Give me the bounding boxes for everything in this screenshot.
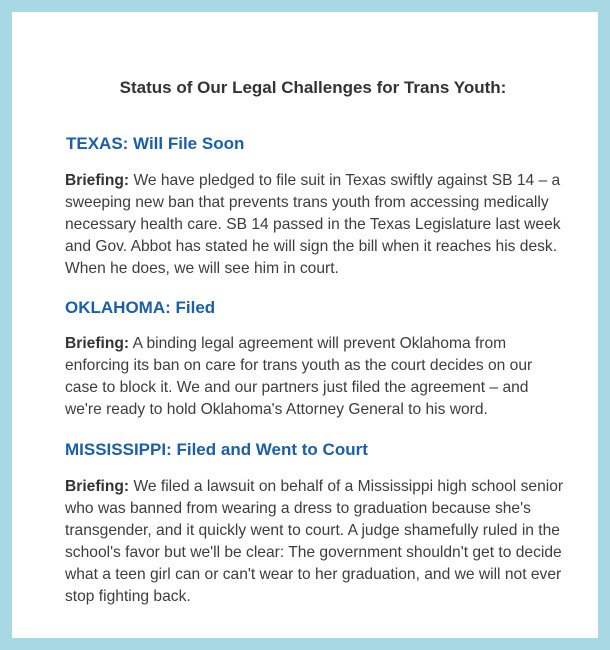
briefing-label: Briefing: xyxy=(65,478,130,495)
card-content xyxy=(65,78,565,605)
section-heading-texas: TEXAS: Will File Soon xyxy=(66,134,245,153)
briefing-paragraph-texas xyxy=(65,170,565,280)
briefing-label: Briefing: xyxy=(65,172,130,189)
page-title: Status of Our Legal Challenges for Trans Youth: xyxy=(119,78,507,97)
briefing-label: Briefing: xyxy=(65,335,130,352)
briefing-paragraph-mississippi xyxy=(65,476,565,608)
briefing-text: We filed a lawsuit on behalf of a Mississippi high school senior who was banned from wearing a dress to graduation because she's transgender, and it quickly went to court. A judge shamefully ruled in the school's favor but we'll be clear: The government shouldn't get to decide what a teen girl can or can't wear to her graduation, and we will not ever stop fighting back. xyxy=(65,478,564,605)
section-heading-mississippi: MISSISSIPPI: Filed and Went to Court xyxy=(65,440,368,459)
briefing-text: We have pledged to file suit in Texas swiftly against SB 14 – a sweeping new ban that prevents trans youth from accessing medically necessary health care. SB 14 passed in the Texas Legislature last week and Gov. Abbot has stated he will sign the bill when it reaches his desk. When he does, we will see him in court. xyxy=(65,172,561,277)
briefing-paragraph-oklahoma xyxy=(65,333,565,421)
section-heading-oklahoma: OKLAHOMA: Filed xyxy=(65,298,216,317)
briefing-text: A binding legal agreement will prevent Oklahoma from enforcing its ban on care for trans youth as the court decides on our case to block it. We and our partners just filed the agreement – and we're ready to hold Oklahoma's Attorney General to his word. xyxy=(65,335,533,418)
